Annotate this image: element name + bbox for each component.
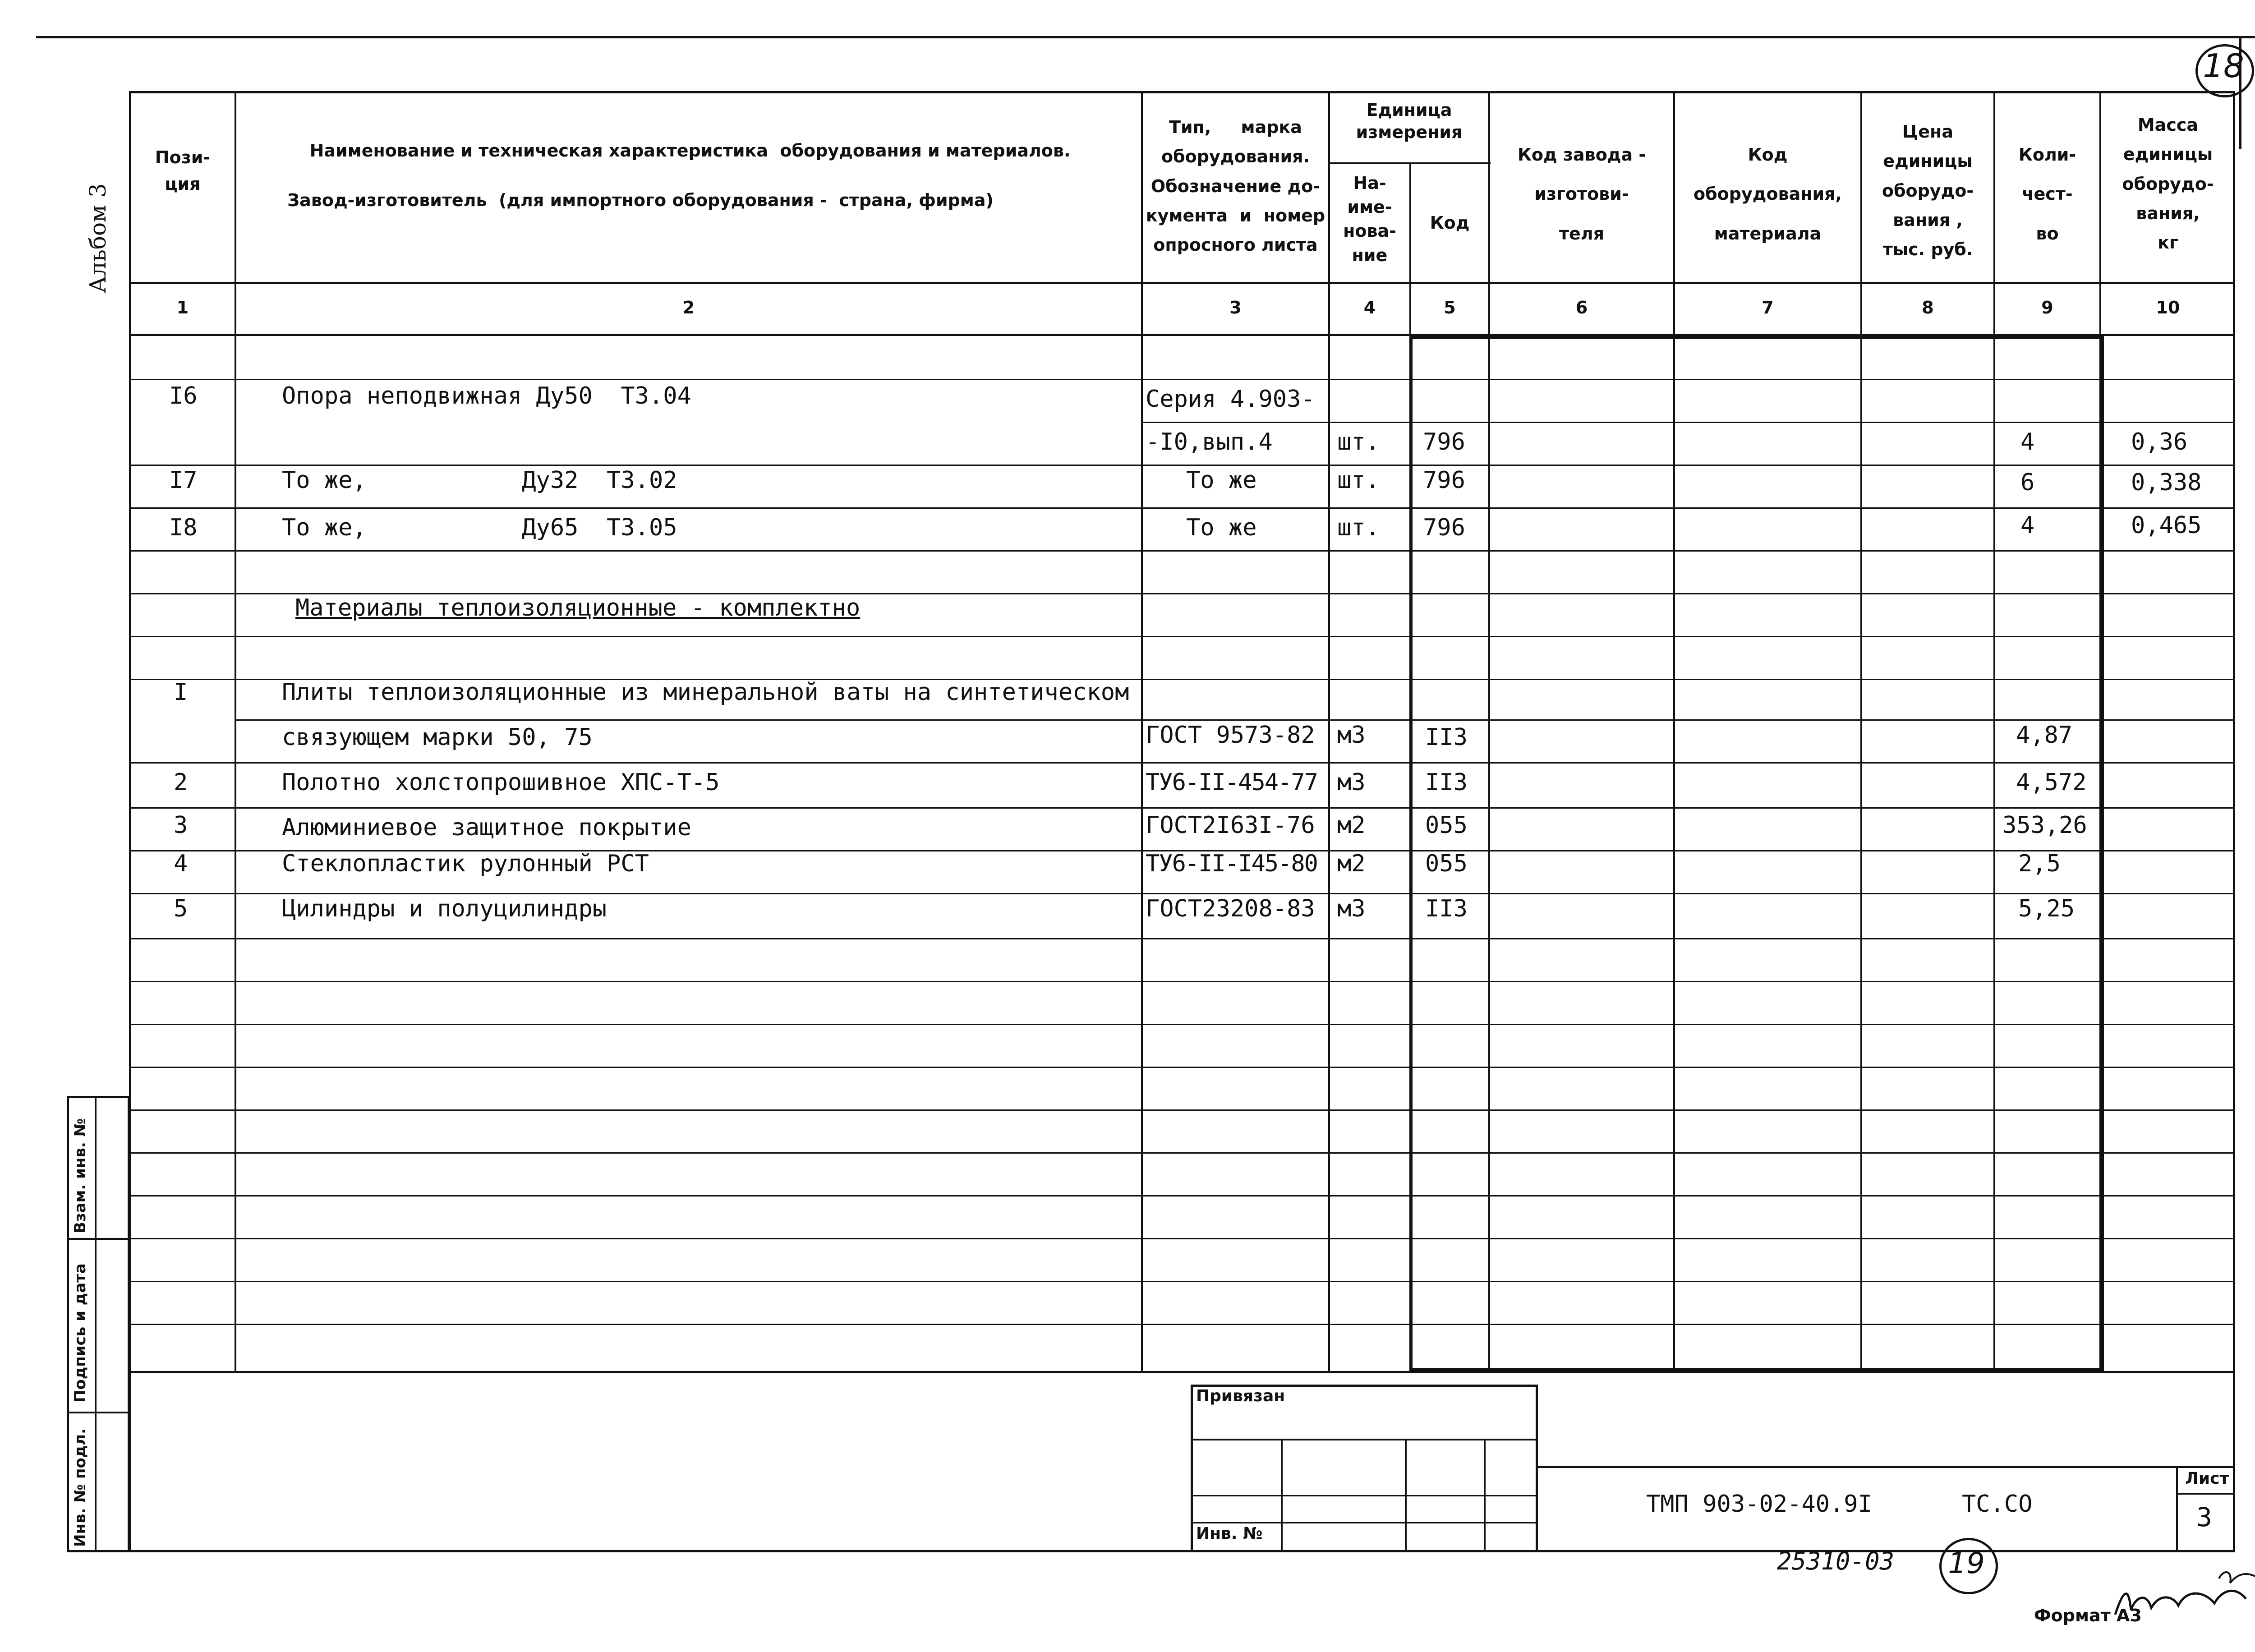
row-code: 796 [1423,428,1465,456]
side-label-vzam: Взам. инв. № [71,1118,89,1233]
col-number: 8 [1922,298,1934,318]
album-label: Альбом 3 [85,183,111,293]
hdr-bottom-line [129,282,2235,284]
row-line [129,893,2235,894]
page-number: 18 [2203,47,2244,85]
row-line [129,636,2235,637]
row-line [129,807,2235,809]
row-line [129,1024,2235,1025]
col-number: 3 [1229,298,1242,318]
header-name-line1: Наименование и техническая характеристика оборудования и материалов. [309,141,1071,161]
row-line [129,1152,2235,1154]
row-position: 5 [174,895,188,922]
row-quantity: 4,87 [2016,722,2073,749]
row-line [129,379,2235,380]
row-unit: шт. [1337,428,1380,456]
header-price: Цена единицы оборудо- вания , тыс. руб. [1882,122,1974,260]
side-stamp-row [67,1412,130,1413]
row-quantity: 6 [2020,469,2035,496]
top-rule [36,36,2255,38]
row-mass: 0,465 [2131,512,2202,539]
binding-col [1484,1439,1486,1551]
header-equipment-code: Код оборудования, материала [1694,145,1842,244]
sheet-label: Лист [2185,1469,2229,1488]
header-unit-group: Единица измерения [1356,100,1463,143]
row-unit: шт. [1337,514,1380,541]
col-number: 9 [2041,298,2053,318]
row-unit: м2 [1337,812,1366,839]
row-document: То же [1186,467,1257,494]
col-number: 5 [1444,298,1456,318]
format-label: Формат А3 [2034,1606,2142,1625]
bottom-page-number: 19 [1948,1547,1985,1580]
header-unit-name: На- име- нова- ние [1343,173,1396,265]
row-line [129,507,2235,509]
row-line [129,550,2235,552]
row-name: связующем марки 50, 75 [282,724,593,751]
row-line [129,465,2235,466]
col-number: 1 [176,298,189,318]
archive-number: 25310-03 [1777,1547,1895,1575]
hdr-sub-line [1328,162,1491,164]
row-document: ГОСТ 9573-82 [1146,722,1315,749]
row-position: 4 [174,850,188,877]
header-unit-code: Код [1430,213,1470,233]
row-name: Алюминиевое защитное покрытие [282,814,691,841]
row-unit: м3 [1337,769,1366,796]
binding-row [1191,1439,1538,1440]
row-name: Полотно холстопрошивное ХПС-Т-5 [282,769,720,796]
row-name: Плиты теплоизоляционные из минеральной ваты на синтетическом [282,679,1129,706]
row-mass: 0,338 [2131,469,2202,496]
row-document: ТУ6-II-454-77 [1146,769,1317,796]
side-label-inv-podl: Инв. № подл. [71,1428,89,1547]
row-quantity: 353,26 [2002,812,2087,839]
side-label-podpis: Подпись и дата [71,1263,89,1403]
doc-code: ТМП 903-02-40.9I [1646,1491,1872,1518]
binding-row [1191,1495,1538,1496]
binding-col [1405,1439,1407,1551]
row-name: Цилиндры и полуцилиндры [282,895,607,922]
sheet-number: 3 [2196,1502,2212,1532]
row-position: I6 [169,382,198,410]
row-document: ТУ6-II-I45-80 [1146,850,1317,877]
header-type: Тип, марка оборудования. Обозначение до- кумента и номер опросного листа [1146,117,1325,255]
row-quantity: 2,5 [2018,850,2061,877]
row-name: Стеклопластик рулонный РСТ [282,850,649,877]
row-code: II3 [1425,895,1468,922]
col-number: 7 [1762,298,1774,318]
row-position: I8 [169,514,198,541]
row-unit: м3 [1337,895,1366,922]
col-number: 2 [682,298,695,318]
header-quantity: Коли- чест- во [2018,145,2076,244]
col-number: 6 [1575,298,1588,318]
row-name: Опора неподвижная Ду50 ТЗ.04 [282,382,691,410]
side-stamp-divider [95,1096,97,1552]
row-document: ГОСТ23208-83 [1146,895,1315,922]
bold-block [1409,336,2104,1371]
row-line [129,938,2235,939]
binding-col [1281,1439,1283,1551]
sheet-box-left [2176,1466,2178,1551]
row-code: II3 [1425,769,1468,796]
row-code: 055 [1425,850,1468,877]
row-line [129,1195,2235,1196]
row-quantity: 4 [2020,428,2035,456]
privyazan-label: Привязан [1196,1387,1285,1405]
table-bottom-line [129,1371,2235,1373]
row-quantity: 4 [2020,512,2035,539]
row-code: 796 [1423,514,1465,541]
header-position: Пози- ция [155,147,211,194]
header-factory-code: Код завода - изготови- теля [1517,145,1646,244]
row-name: То же, Ду32 ТЗ.02 [282,467,677,494]
row-position: I7 [169,467,198,494]
row-position: 3 [174,812,188,839]
row-document: ГОСТ2I63I-76 [1146,812,1315,839]
row-line [129,1109,2235,1111]
title-block-top [1538,1466,2235,1468]
binding-row [1191,1522,1538,1523]
row-line [1141,422,2235,423]
header-name-line2: Завод-изготовитель (для импортного оборудования - страна, фирма) [287,190,994,210]
row-position: 2 [174,769,188,796]
row-document: То же [1186,514,1257,541]
row-mass: 0,36 [2131,428,2188,456]
row-position: I [174,679,188,706]
row-quantity: 5,25 [2018,895,2075,922]
row-name: То же, Ду65 ТЗ.05 [282,514,677,541]
header-mass: Масса единицы оборудо- вания, кг [2122,115,2214,253]
side-stamp-row [67,1238,130,1240]
row-line [129,1281,2235,1282]
row-line [129,762,2235,764]
row-document: Серия 4.903- [1146,386,1315,413]
row-unit: шт. [1337,467,1380,494]
row-code: 055 [1425,812,1468,839]
signature [2111,1560,2255,1628]
sheet-box-mid [2176,1493,2235,1495]
row-line [129,1067,2235,1068]
row-line [235,719,2235,721]
row-document: -I0,вып.4 [1146,428,1273,456]
row-line [129,1238,2235,1239]
doc-mark: ТС.СО [1962,1491,2033,1518]
inv-no-label: Инв. № [1196,1524,1263,1543]
row-unit: м3 [1337,722,1366,749]
row-quantity: 4,572 [2016,769,2087,796]
row-line [129,1324,2235,1325]
col-number: 10 [2156,298,2180,318]
row-line [129,981,2235,982]
row-code: 796 [1423,467,1465,494]
section-heading: Материалы теплоизоляционные - комплектно [295,594,861,621]
row-unit: м2 [1337,850,1366,877]
col-number: 4 [1363,298,1376,318]
row-code: II3 [1425,724,1468,751]
